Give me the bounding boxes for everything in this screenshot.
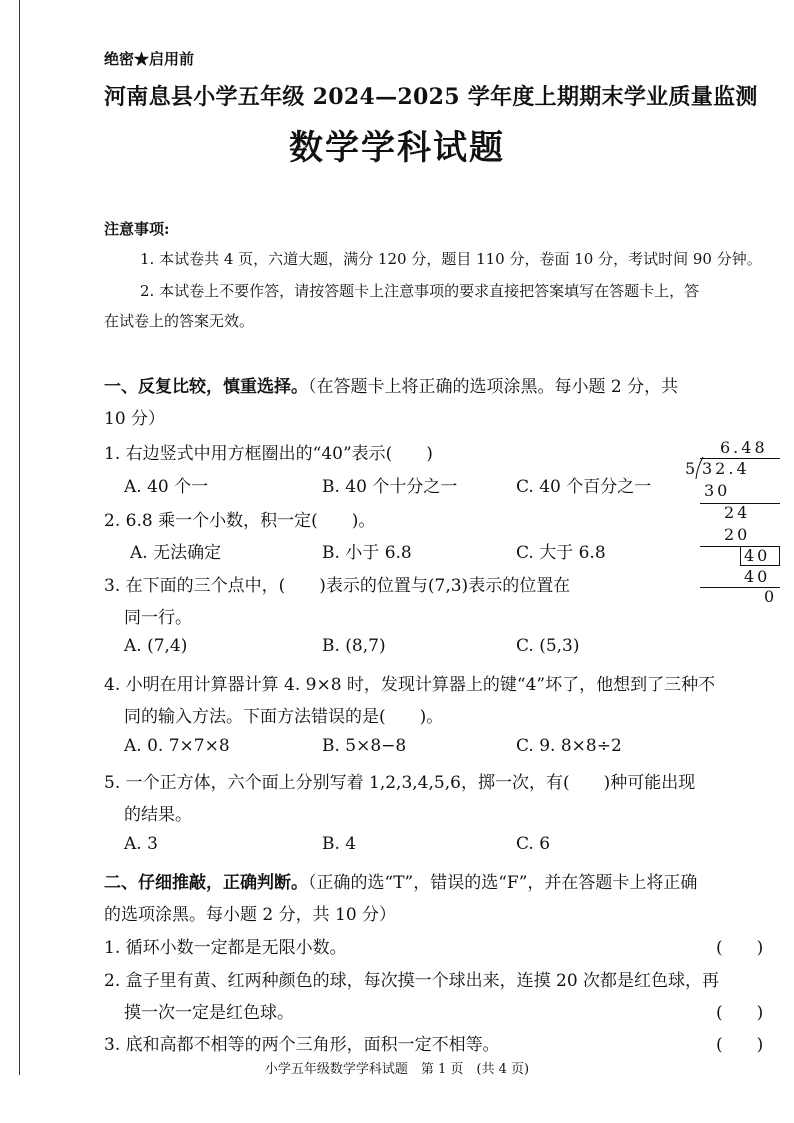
division-divisor: 5 <box>685 459 699 478</box>
q1-option-c: C. 40 个百分之一 <box>516 477 652 497</box>
q3-option-a: A. (7,4) <box>124 636 188 656</box>
q1-option-a: A. 40 个一 <box>124 477 209 497</box>
q4-option-c: C. 9. 8×8÷2 <box>516 736 622 756</box>
q2-option-b: B. 小于 6.8 <box>322 543 412 563</box>
notice-item-1: 1. 本试卷共 4 页，六道大题，满分 120 分，题目 110 分，卷面 10 分，考试时间 90 分钟。 <box>140 250 762 268</box>
long-division-diagram <box>680 436 780 606</box>
judge-2-text-line1: 2. 盒子里有黄、红两种颜色的球，每次摸一个球出来，连摸 20 次都是红色球，再 <box>104 971 720 991</box>
q1-stem: 1. 右边竖式中用方框圈出的“40”表示( ) <box>104 444 433 464</box>
q4-stem-line2: 同的输入方法。下面方法错误的是( )。 <box>124 707 444 727</box>
section2-heading <box>104 868 697 893</box>
judge-3-text: 3. 底和高都不相等的两个三角形，面积一定不相等。 <box>104 1035 500 1055</box>
section1-desc-line2: 10 分） <box>104 409 166 429</box>
q3-stem-line2: 同一行。 <box>124 608 192 628</box>
q5-option-c: C. 6 <box>516 834 551 854</box>
division-dividend: 32.4 <box>702 459 750 478</box>
q3-option-b: B. (8,7) <box>322 636 386 656</box>
section1-desc-line1: （在答题卡上将正确的选项涂黑。每小题 2 分，共 <box>308 377 679 397</box>
judge-1-paren: ( ) <box>716 938 764 958</box>
judge-2-text-line2: 摸一次一定是红色球。 <box>124 1003 294 1023</box>
section2-title: 二、仔细推敲，正确判断。 <box>104 873 308 893</box>
notice-item-2-line1: 2. 本试卷上不要作答，请按答题卡上注意事项的要求直接把答案填写在答题卡上，答 <box>140 282 700 300</box>
judge-3-paren: ( ) <box>716 1035 764 1055</box>
q5-option-b: B. 4 <box>322 834 357 854</box>
q1-option-b: B. 40 个十分之一 <box>322 477 458 497</box>
q4-option-a: A. 0. 7×7×8 <box>124 736 230 756</box>
q3-stem-line1: 3. 在下面的三个点中，( )表示的位置与(7,3)表示的位置在 <box>104 576 571 596</box>
q4-stem-line1: 4. 小明在用计算器计算 4. 9×8 时，发现计算器上的键“4”坏了，他想到了三种不 <box>104 675 716 695</box>
section2-desc-line2: 的选项涂黑。每小题 2 分，共 10 分） <box>104 905 397 925</box>
division-step-30: 30 <box>704 481 731 500</box>
section1-title: 一、反复比较，慎重选择。 <box>104 377 308 397</box>
division-step-20: 20 <box>724 525 751 544</box>
q3-option-c: C. (5,3) <box>516 636 580 656</box>
notice-item-2-line2: 在试卷上的答案无效。 <box>104 312 255 330</box>
q2-option-a: A. 无法确定 <box>130 543 222 563</box>
division-remainder: 0 <box>764 587 778 606</box>
page-footer: 小学五年级数学学科试题 第 1 页 (共 4 页) <box>264 1062 530 1077</box>
division-step-24: 24 <box>724 503 751 522</box>
judge-2-paren: ( ) <box>716 1003 764 1023</box>
section2-desc-line1: （正确的选“T”，错误的选“F”，并在答题卡上将正确 <box>308 873 698 893</box>
notice-heading: 注意事项: <box>104 220 170 238</box>
section1-heading <box>104 372 678 397</box>
page-title: 数学学科试题 <box>289 128 505 168</box>
q4-option-b: B. 5×8−8 <box>322 736 407 756</box>
confidential-label: 绝密★启用前 <box>104 50 195 68</box>
q5-stem-line1: 5. 一个正方体，六个面上分别写着 1,2,3,4,5,6，掷一次，有( )种可能出现 <box>104 773 696 793</box>
q5-stem-line2: 的结果。 <box>124 805 192 825</box>
judge-1-text: 1. 循环小数一定都是无限小数。 <box>104 938 347 958</box>
division-step-40-boxed: 40 <box>744 546 771 565</box>
q5-option-a: A. 3 <box>124 834 158 854</box>
exam-header: 河南息县小学五年级 2024—2025 学年度上期期末学业质量监测 <box>104 84 758 110</box>
division-step-40: 40 <box>744 567 771 586</box>
q2-stem: 2. 6.8 乘一个小数，积一定( )。 <box>104 511 376 531</box>
division-quotient: 6.48 <box>720 438 768 457</box>
q2-option-c: C. 大于 6.8 <box>516 543 606 563</box>
